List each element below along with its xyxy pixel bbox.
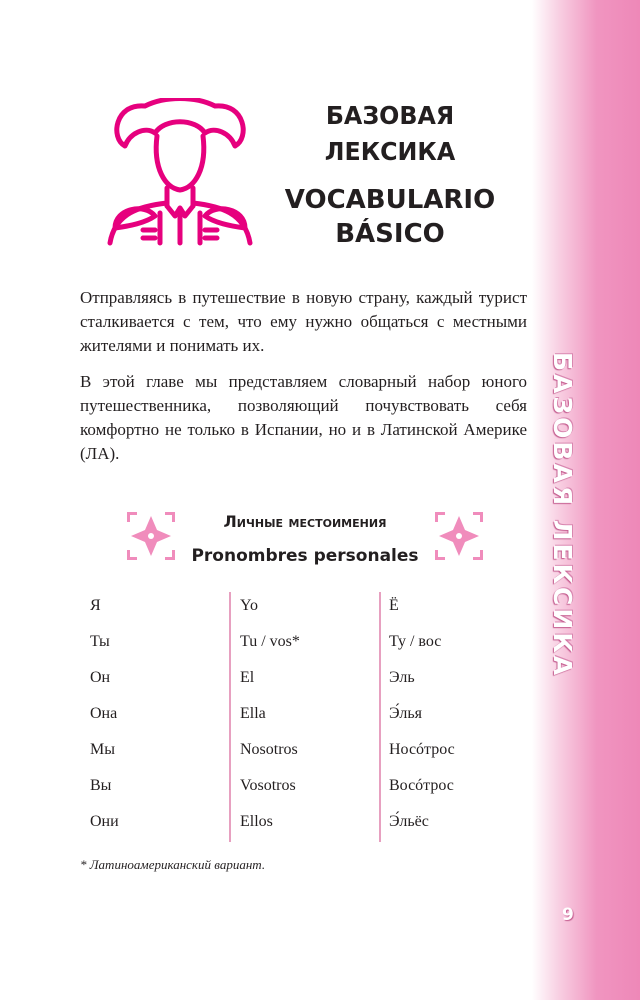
column-divider bbox=[229, 592, 231, 842]
cell-transcription: Восóтрос bbox=[389, 777, 454, 794]
ornament-icon bbox=[435, 512, 483, 560]
cell-russian: Ты bbox=[90, 633, 110, 650]
section-title-es: Pronombres personales bbox=[191, 546, 419, 566]
cell-spanish: Ella bbox=[240, 705, 266, 722]
cell-russian: Они bbox=[90, 813, 119, 830]
cell-spanish: El bbox=[240, 669, 255, 686]
cell-transcription: Ё bbox=[389, 597, 399, 614]
cell-russian: Я bbox=[90, 597, 101, 614]
cell-russian: Вы bbox=[90, 777, 112, 794]
chapter-title-es: VOCABULARIO BÁSICO bbox=[284, 185, 496, 249]
intro-paragraph: Отправляясь в путешествие в новую страну, каждый турист сталкивается с тем, что ему нужно общаться с местными жителями и понимать их. bbox=[80, 288, 527, 355]
cell-spanish: Nosotros bbox=[240, 741, 298, 758]
cell-russian: Он bbox=[90, 669, 111, 686]
chapter-title-ru: БАЗОВАЯ ЛЕКСИКА bbox=[324, 101, 456, 166]
cell-russian: Она bbox=[90, 705, 118, 722]
cell-transcription: Эль bbox=[389, 669, 415, 686]
cell-transcription: Ту / вос bbox=[389, 633, 442, 650]
cell-spanish: Ellos bbox=[240, 813, 273, 830]
side-chapter-title: БАЗОВАЯ ЛЕКСИКА bbox=[548, 352, 577, 679]
page-number: 9 bbox=[562, 905, 574, 925]
footnote: * Латиноамериканский вариант. bbox=[80, 857, 266, 872]
cell-spanish: Vosotros bbox=[240, 777, 296, 794]
cell-spanish: Tu / vos* bbox=[240, 633, 300, 650]
column-divider bbox=[379, 592, 381, 842]
matador-icon bbox=[105, 98, 255, 248]
ornament-icon bbox=[127, 512, 175, 560]
cell-transcription: Э́льёс bbox=[389, 813, 429, 830]
cell-spanish: Yo bbox=[240, 597, 258, 614]
cell-russian: Мы bbox=[90, 741, 115, 758]
cell-transcription: Э́лья bbox=[389, 705, 422, 722]
cell-transcription: Носóтрос bbox=[389, 741, 455, 758]
intro-paragraph: В этой главе мы представляем словарный набор юного путешественника, позволяющий почувствовать себя комфортно не только в Испании, но и в Латинской Америке (ЛА). bbox=[80, 372, 527, 463]
section-title-ru: Личные местоимения bbox=[223, 512, 387, 531]
